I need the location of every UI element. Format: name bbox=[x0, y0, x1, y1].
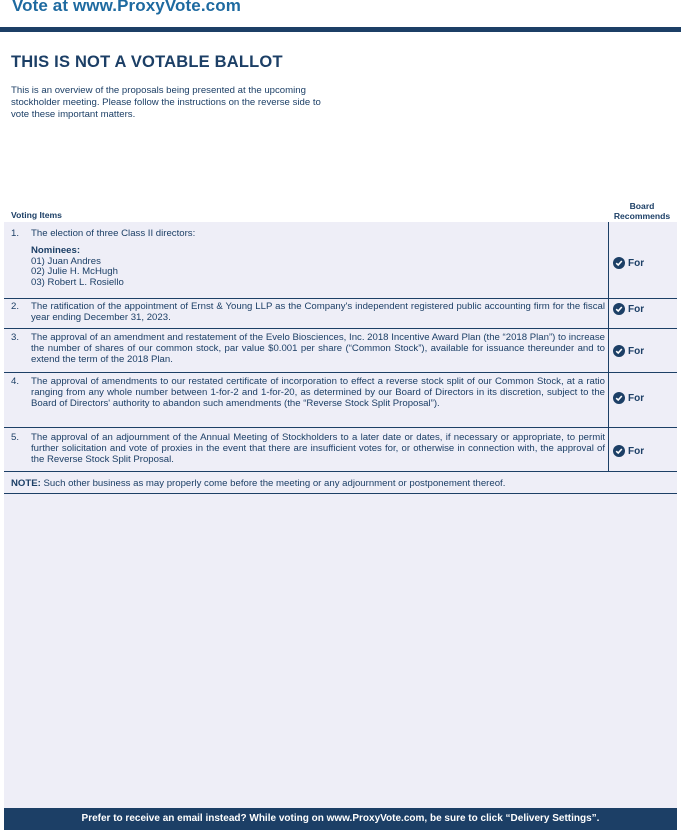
item-text: The approval of amendments to our restated certificate of incorporation to effect a reverse stock split of our Common Stock, at a ratio ranging from any whole number between 1-for-2 and 1-for-20, as determined by our Board of Directors in its discretion, subject to the Board of Directors' authority to abandon such amendments (the “Reverse Stock Split Proposal”). bbox=[31, 376, 605, 409]
row-divider bbox=[4, 328, 677, 329]
nominees-label: Nominees: bbox=[31, 244, 81, 256]
voting-items-header: Voting Items bbox=[11, 210, 62, 220]
recommendation-label: For bbox=[628, 257, 645, 269]
check-circle-icon bbox=[613, 257, 625, 269]
nominee-3: 03) Robert L. Rosiello bbox=[31, 277, 124, 289]
item-number: 1. bbox=[11, 228, 20, 239]
note-label: NOTE: bbox=[11, 478, 41, 489]
board-recommends-header bbox=[606, 201, 678, 221]
recommendation-label: For bbox=[628, 392, 645, 404]
nominee-1: 01) Juan Andres bbox=[31, 255, 101, 267]
ballot-intro: This is an overview of the proposals being presented at the upcoming stockholder meeting. Please follow the instructions on the reverse side to vote these important matters. bbox=[11, 85, 321, 120]
recommend-column-divider bbox=[608, 222, 609, 471]
recommendation-2 bbox=[613, 303, 644, 315]
item-text: The ratification of the appointment of Ernst & Young LLP as the Company's independent registered public accounting firm for the fiscal year ending December 31, 2023. bbox=[31, 301, 605, 323]
footer-banner: Prefer to receive an email instead? While voting on www.ProxyVote.com, be sure to click “Delivery Settings”. bbox=[4, 808, 677, 830]
nominee-2: 02) Julie H. McHugh bbox=[31, 266, 118, 278]
check-circle-icon bbox=[613, 392, 625, 404]
row-divider bbox=[4, 471, 677, 472]
recommendation-3 bbox=[613, 345, 644, 357]
row-divider bbox=[4, 298, 677, 299]
item-number: 5. bbox=[11, 432, 20, 443]
note-divider bbox=[4, 493, 677, 494]
check-circle-icon bbox=[613, 445, 625, 457]
recommendation-5 bbox=[613, 445, 644, 457]
item-text: The approval of an amendment and restatement of the Evelo Biosciences, Inc. 2018 Incentive Award Plan (the “2018 Plan”) to increase the number of shares of our common stock, par value $0.001 per share (“Common Stock”), available for issuance thereunder and to extend the term of the 2018 Plan. bbox=[31, 332, 605, 365]
note bbox=[11, 478, 505, 489]
recommendation-1 bbox=[613, 257, 644, 269]
item-number: 4. bbox=[11, 376, 20, 387]
recommendation-label: For bbox=[628, 345, 645, 357]
item-number: 3. bbox=[11, 332, 20, 343]
voting-item-2 bbox=[11, 302, 605, 324]
item-text: The approval of an adjournment of the Annual Meeting of Stockholders to a later date or dates, if necessary or appropriate, to permit further solicitation and vote of proxies in the event that there are insufficient votes for, or otherwise in connection with, the approval of the Reverse Stock Split Proposal. bbox=[31, 432, 605, 465]
voting-item-5 bbox=[11, 433, 605, 465]
check-circle-icon bbox=[613, 303, 625, 315]
recommendation-4 bbox=[613, 392, 644, 404]
note-text: Such other business as may properly come before the meeting or any adjournment or postponement thereof. bbox=[43, 478, 506, 489]
item-number: 2. bbox=[11, 301, 20, 312]
voting-item-1 bbox=[11, 229, 605, 289]
recommendation-label: For bbox=[628, 303, 645, 315]
ballot-heading: THIS IS NOT A VOTABLE BALLOT bbox=[11, 53, 283, 71]
check-circle-icon bbox=[613, 345, 625, 357]
header-rule bbox=[0, 27, 681, 32]
item-text: The election of three Class II directors: bbox=[31, 228, 196, 239]
recommendation-label: For bbox=[628, 445, 645, 457]
row-divider bbox=[4, 372, 677, 373]
voting-item-3 bbox=[11, 333, 605, 365]
header-title: Vote at www.ProxyVote.com bbox=[12, 0, 241, 15]
board-recommends-line-1: Board bbox=[629, 201, 655, 211]
board-recommends-line-2: Recommends bbox=[613, 211, 671, 221]
voting-item-4 bbox=[11, 377, 605, 409]
row-divider bbox=[4, 427, 677, 428]
